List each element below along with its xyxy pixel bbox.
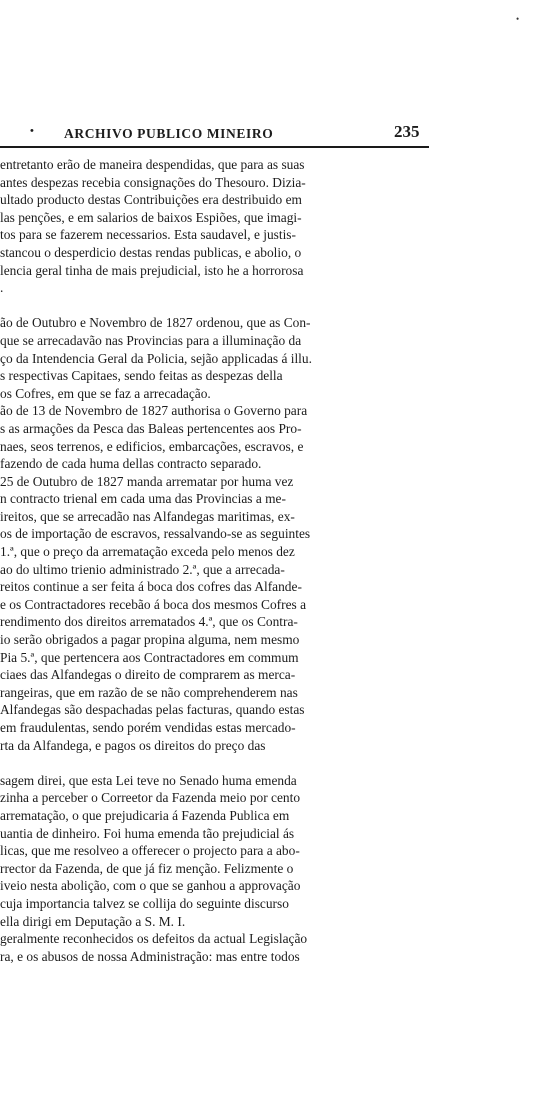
text-line: os de importação de escravos, ressalvando-se as seguintes [0, 526, 311, 542]
text-line: n contracto trienal em cada uma das Provincias a me- [0, 491, 286, 507]
text-line: licas, que me resolveo a offerecer o projecto para a abo- [0, 843, 300, 859]
text-line: io serão obrigados a pagar propina alguma, nem mesmo [0, 632, 300, 648]
header-rule [0, 146, 429, 148]
text-line: sagem direi, que esta Lei teve no Senado huma emenda [0, 772, 297, 788]
text-line: geralmente reconhecidos os defeitos da actual Legislação [0, 931, 308, 947]
text-line: rta da Alfandega, e pagos os direitos do preço das [0, 737, 266, 753]
text-line: reitos continue a ser feita á boca dos cofres das Alfande- [0, 579, 302, 595]
text-line: e os Contractadores recebão á boca dos mesmos Cofres a [0, 596, 307, 612]
text-line: lencia geral tinha de mais prejudicial, isto he a horrorosa [0, 262, 304, 278]
text-line: ão de Outubro e Novembro de 1827 ordenou, que as Con- [0, 315, 311, 331]
text-line: rangeiras, que em razão de se não comprehenderem nas [0, 684, 298, 700]
header-bullet: • [30, 125, 34, 137]
running-header [0, 121, 430, 143]
text-line: Alfandegas são despachadas pelas facturas, quando estas [0, 702, 305, 718]
text-line: . [0, 280, 4, 296]
text-line: zinha a perceber o Correetor da Fazenda meio por cento [0, 790, 301, 806]
text-line: ciaes das Alfandegas o direito de comprarem as merca- [0, 667, 296, 683]
text-line: rrector da Fazenda, de que já fiz menção. Felizmente o [0, 860, 294, 876]
page-number: 235 [394, 122, 420, 141]
text-line: fazendo de cada huma dellas contracto separado. [0, 456, 262, 472]
text-block [0, 772, 432, 966]
text-line: ão de 13 de Novembro de 1827 authorisa o Governo para [0, 403, 308, 419]
page-corner-mark: • [516, 14, 520, 24]
text-line: ultado producto destas Contribuições era destribuido em [0, 192, 302, 208]
text-line: cuja importancia talvez se collija do seguinte discurso [0, 895, 289, 911]
text-line: ao do ultimo trienio administrado 2.ª, que a arrecada- [0, 561, 285, 577]
text-block [0, 156, 432, 297]
text-line: antes despezas recebia consignações do Thesouro. Dizia- [0, 174, 306, 190]
running-title: ARCHIVO PUBLICO MINEIRO [64, 126, 274, 141]
text-line: arrematação, o que prejudicaria á Fazenda Publica em [0, 807, 290, 823]
text-line: rendimento dos direitos arrematados 4.ª, que os Contra- [0, 614, 298, 630]
text-line: s as armações da Pesca das Baleas pertencentes aos Pro- [0, 420, 302, 436]
text-line: naes, seos terrenos, e edificios, embarcações, escravos, e [0, 438, 304, 454]
text-line: 1.ª, que o preço da arrematação exceda pelo menos dez [0, 544, 295, 560]
text-line: ra, e os abusos de nossa Administração: mas entre todos [0, 948, 300, 964]
text-block [0, 314, 432, 754]
text-line: iveio nesta abolição, com o que se ganhou a approvação [0, 878, 301, 894]
text-line: os Cofres, em que se faz a arrecadação. [0, 385, 211, 401]
text-line: Pia 5.ª, que pertencera aos Contractadores em commum [0, 649, 299, 665]
text-line: ireitos, que se arrecadão nas Alfandegas maritimas, ex- [0, 508, 295, 524]
text-line: entretanto erão de maneira despendidas, que para as suas [0, 157, 305, 172]
text-line: tos para se fazerem necessarios. Esta saudavel, e justis- [0, 227, 296, 243]
text-line: las penções, e em salarios de baixos Espiões, que imagi- [0, 209, 302, 225]
text-line: que se arrecadavão nas Provincias para a illuminação da [0, 332, 302, 348]
text-line: uantia de dinheiro. Foi huma emenda tão prejudicial ás [0, 825, 295, 841]
text-line: ço da Intendencia Geral da Policia, sejão applicadas á illu. [0, 350, 312, 366]
paragraph-gap [0, 754, 432, 772]
paragraph-gap [0, 297, 432, 315]
text-line: s respectivas Capitaes, sendo feitas as despezas della [0, 368, 283, 384]
body-text [0, 156, 432, 965]
text-line: ella dirigi em Deputação a S. M. I. [0, 913, 186, 929]
text-line: em fraudulentas, sendo porém vendidas estas mercado- [0, 720, 296, 735]
text-line: 25 de Outubro de 1827 manda arrematar por huma vez [0, 473, 294, 489]
text-line: stancou o desperdicio destas rendas publicas, e abolio, o [0, 244, 302, 260]
